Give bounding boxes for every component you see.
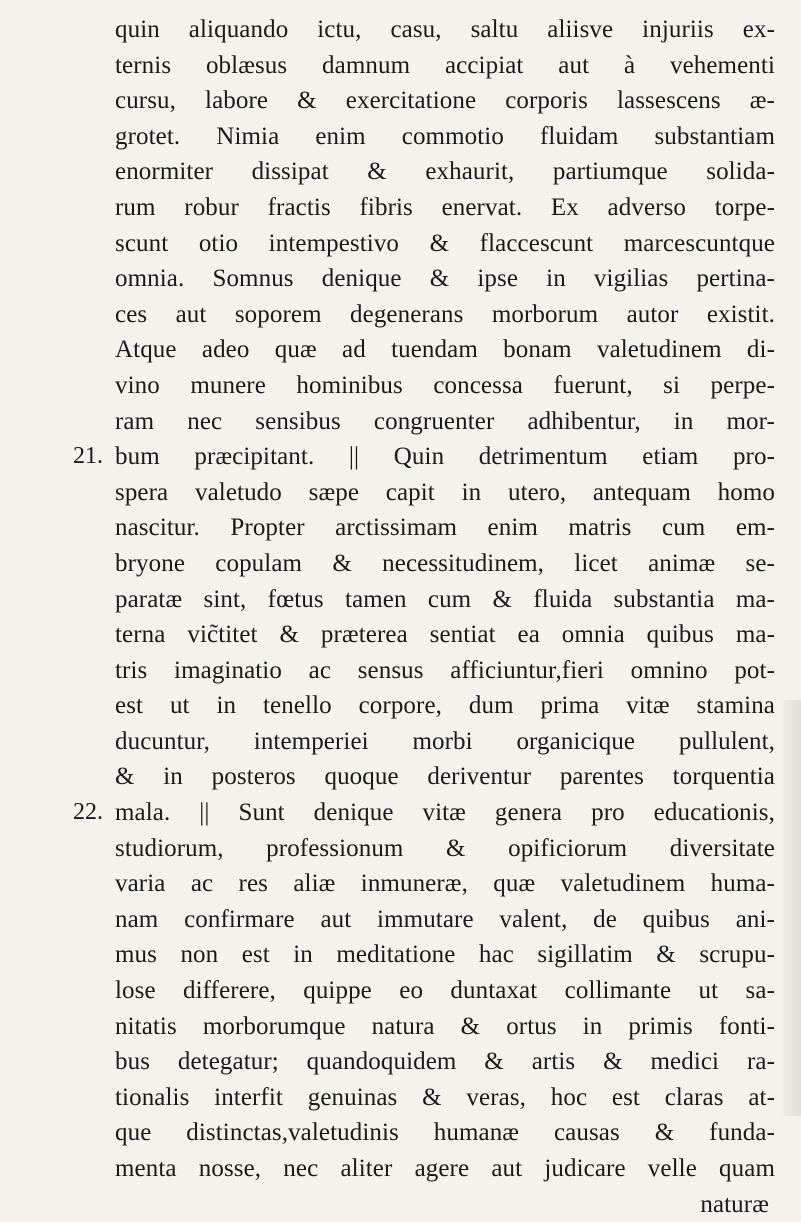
text-line — [115, 546, 775, 582]
text-line — [115, 48, 775, 84]
text-line — [115, 973, 775, 1009]
text-line — [73, 795, 775, 831]
text-line — [115, 582, 775, 618]
line-text: spera valetudo sæpe capit in utero, antequam homo — [115, 478, 775, 506]
line-text: ram nec sensibus congruenter adhibentur, in mor- — [115, 407, 775, 435]
text-line — [115, 937, 775, 973]
text-line — [115, 1044, 775, 1080]
line-text: bus detegatur; quandoquidem & artis & medici ra- — [115, 1048, 775, 1076]
text-line — [115, 617, 775, 653]
line-text: rum robur fractis fibris enervat. Ex adverso torpe- — [115, 193, 775, 221]
text-line — [115, 510, 775, 546]
line-text: scunt otio intempestivo & flaccescunt marcescuntque — [115, 229, 775, 257]
line-text: cursu, labore & exercitatione corporis lassescens æ- — [115, 87, 775, 115]
line-text: & in posteros quoque deriventur parentes torquentia — [115, 763, 775, 791]
body-text — [73, 12, 775, 1222]
line-text: Atque adeo quæ ad tuendam bonam valetudinem di- — [115, 336, 775, 364]
line-text: paratæ sint, fœtus tamen cum & fluida substantia ma- — [115, 585, 775, 613]
line-text: est ut in tenello corpore, dum prima vitæ stamina — [115, 692, 775, 720]
text-line — [115, 154, 775, 190]
line-text: nam confirmare aut immutare valent, de quibus ani- — [115, 905, 775, 933]
text-line — [115, 332, 775, 368]
line-text: vino munere hominibus concessa fuerunt, si perpe- — [115, 371, 775, 399]
text-line — [115, 688, 775, 724]
text-line — [115, 297, 775, 333]
line-text: tris imaginatio ac sensus afficiuntur,fieri omnino pot- — [115, 656, 775, 684]
text-line — [115, 831, 775, 867]
line-text: menta nosse, nec aliter agere aut judicare velle quam — [115, 1155, 775, 1182]
text-line — [115, 1009, 775, 1045]
text-line — [115, 1187, 775, 1222]
line-text: studiorum, professionum & opificiorum diversitate — [115, 834, 775, 862]
text-line — [115, 1115, 775, 1151]
line-text: tionalis interfit genuinas & veras, hoc est claras at- — [115, 1083, 775, 1111]
text-line — [115, 866, 775, 902]
line-text: varia ac res aliæ inmuneræ, quæ valetudinem huma- — [115, 870, 775, 898]
line-text: naturæ — [700, 1190, 769, 1218]
line-text: que distinctas,valetudinis humanæ causas & funda- — [115, 1119, 775, 1147]
page-edge-shadow — [779, 700, 801, 1116]
text-line — [115, 1151, 775, 1187]
line-text: quin aliquando ictu, casu, saltu aliisve injuriis ex- — [115, 16, 775, 43]
line-text: bryone copulam & necessitudinem, licet animæ se- — [115, 549, 775, 577]
line-text: nitatis morborumque natura & ortus in primis fonti- — [115, 1012, 775, 1040]
line-text: grotet. Nimia enim commotio fluidam substantiam — [115, 122, 775, 150]
line-text: mala. || Sunt denique vitæ genera pro educationis, — [115, 799, 775, 827]
text-line — [115, 119, 775, 155]
text-line — [115, 724, 775, 760]
text-line — [115, 368, 775, 404]
line-text: enormiter dissipat & exhaurit, partiumque solida- — [115, 158, 775, 186]
line-text: mus non est in meditatione hac sigillatim & scrupu- — [115, 941, 775, 969]
line-text: ternis oblæsus damnum accipiat aut à vehementi — [115, 51, 775, 79]
text-line — [115, 902, 775, 938]
text-line — [115, 759, 775, 795]
line-text: ducuntur, intemperiei morbi organicique pullulent, — [115, 727, 775, 755]
text-line — [115, 404, 775, 440]
line-text: lose differere, quippe eo duntaxat collimante ut sa- — [115, 977, 775, 1005]
text-line — [115, 1080, 775, 1116]
line-text: bum præcipitant. || Quin detrimentum etiam pro- — [115, 443, 775, 471]
text-line — [115, 83, 775, 119]
text-line — [115, 12, 775, 48]
text-line — [115, 226, 775, 262]
line-text: omnia. Somnus denique & ipse in vigilias pertina- — [115, 265, 775, 293]
text-line — [115, 261, 775, 297]
margin-paragraph-number: 22. — [73, 799, 103, 826]
margin-paragraph-number: 21. — [73, 443, 103, 470]
text-line — [73, 439, 775, 475]
text-line — [115, 190, 775, 226]
line-text: terna vic̃titet & præterea sentiat ea omnia quibus ma- — [115, 621, 775, 649]
text-line — [115, 475, 775, 511]
line-text: nascitur. Propter arctissimam enim matris cum em- — [115, 514, 775, 542]
text-line — [115, 653, 775, 689]
line-text: ces aut soporem degenerans morborum autor existit. — [115, 300, 775, 328]
